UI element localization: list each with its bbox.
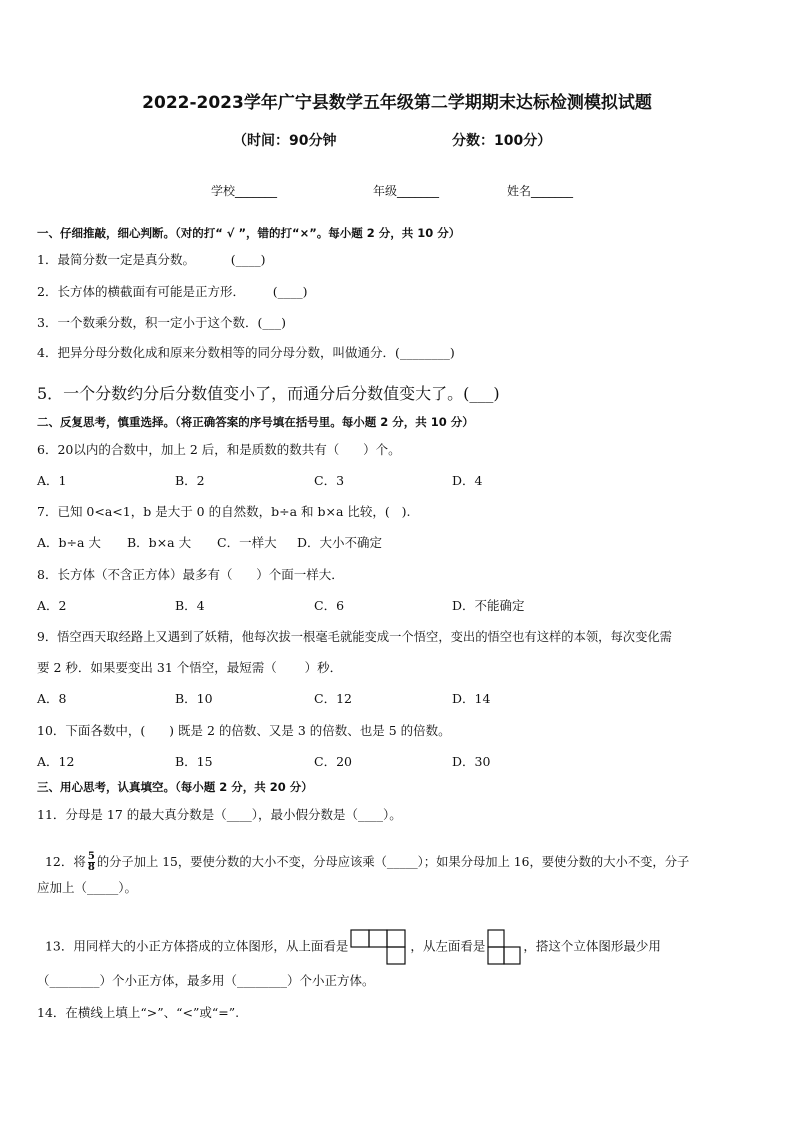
question-12-cont: 应加上（_____）。	[37, 880, 138, 895]
option-a: A．12	[37, 754, 75, 769]
option-c: C．20	[314, 754, 352, 769]
question-12-text: 的分子加上 15，要使分数的大小不变，分母应该乘（_____）；如果分母加上 16，要使分数的大小不变，分子	[96, 855, 690, 869]
option-b: B．15	[175, 754, 213, 769]
option-b: B．2	[175, 473, 205, 488]
question-14: 14．在横线上填上“>”、“<”或“=”.	[37, 1005, 240, 1020]
option-c: C．6	[314, 598, 345, 613]
option-d: D．大小不确定	[297, 535, 383, 550]
question-3: 3．一个数乘分数，积一定小于这个数．(___)	[37, 315, 286, 330]
question-13-mid: ，从左面看是	[410, 938, 486, 954]
fraction-numerator: 5	[87, 851, 95, 862]
option-a: A．b÷a 大	[37, 535, 101, 550]
grade-field: 年级_______	[373, 184, 440, 198]
question-2: 2．长方体的横截面有可能是正方形． (____)	[37, 284, 308, 299]
score-label: 分数：100分）	[452, 133, 552, 149]
question-5: 5．一个分数约分后分数值变小了，而通分后分数值变大了。(___)	[37, 384, 500, 403]
question-10: 10．下面各数中，( ) 既是 2 的倍数、又是 3 的倍数、也是 5 的倍数。	[37, 723, 451, 738]
question-4: 4．把异分母分数化成和原来分数相等的同分母分数，叫做通分．(________)	[37, 345, 455, 360]
page-title: 2022-2023学年广宁县数学五年级第二学期期末达标检测模拟试题	[142, 93, 652, 113]
option-d: D．14	[452, 691, 491, 706]
time-label: （时间：90分钟	[233, 133, 337, 149]
name-field: 姓名_______	[507, 184, 574, 198]
option-a: A．1	[37, 473, 67, 488]
question-13	[37, 914, 661, 965]
fraction-denominator: 8	[87, 862, 95, 873]
section-heading-1: 一、仔细推敲，细心判断。（对的打“ √ ”，错的打“×”。每小题 2 分，共 10 分）	[37, 226, 461, 240]
question-12-prefix: 12．将	[44, 854, 86, 869]
question-7: 7．已知 0<a<1，b 是大于 0 的自然数，b÷a 和 b×a 比较，( ).	[37, 504, 411, 519]
option-d: D．不能确定	[452, 598, 525, 613]
top-view-figure	[350, 929, 408, 965]
school-field: 学校_______	[211, 184, 278, 198]
fraction-five-eighths	[88, 852, 95, 873]
question-9-cont: 要 2 秒．如果要变出 31 个悟空，最短需（ ）秒．	[37, 660, 343, 675]
question-8: 8．长方体（不含正方体）最多有（ ）个面一样大．	[37, 567, 344, 582]
section-heading-3: 三、用心思考，认真填空。（每小题 2 分，共 20 分）	[37, 780, 313, 794]
left-view-figure	[487, 929, 521, 965]
option-b: B．10	[175, 691, 213, 706]
option-d: D．4	[452, 473, 483, 488]
option-c: C．一样大	[217, 535, 277, 550]
question-1: 1．最简分数一定是真分数。 (____)	[37, 252, 266, 267]
question-13-prefix: 13．用同样大的小正方体搭成的立体图形，从上面看是	[44, 938, 349, 954]
question-12	[37, 837, 689, 873]
option-a: A．8	[37, 691, 67, 706]
option-c: C．12	[314, 691, 352, 706]
question-11: 11．分母是 17 的最大真分数是（____），最小假分数是（____）。	[37, 807, 402, 822]
option-a: A．2	[37, 598, 67, 613]
option-c: C．3	[314, 473, 345, 488]
question-13-cont: （________）个小正方体，最多用（________）个小正方体。	[37, 973, 375, 988]
option-d: D．30	[452, 754, 491, 769]
option-b: B．b×a 大	[127, 535, 192, 550]
question-13-suffix: ，搭这个立体图形最少用	[523, 938, 661, 954]
option-b: B．4	[175, 598, 205, 613]
question-6: 6．20以内的合数中，加上 2 后，和是质数的数共有（ ）个。	[37, 442, 401, 457]
question-9: 9．悟空西天取经路上又遇到了妖精，他每次拔一根毫毛就能变成一个悟空，变出的悟空也有这样的本领，每次变化需	[37, 630, 672, 644]
section-heading-2: 二、反复思考，慎重选择。（将正确答案的序号填在括号里。每小题 2 分，共 10 分）	[37, 415, 474, 429]
